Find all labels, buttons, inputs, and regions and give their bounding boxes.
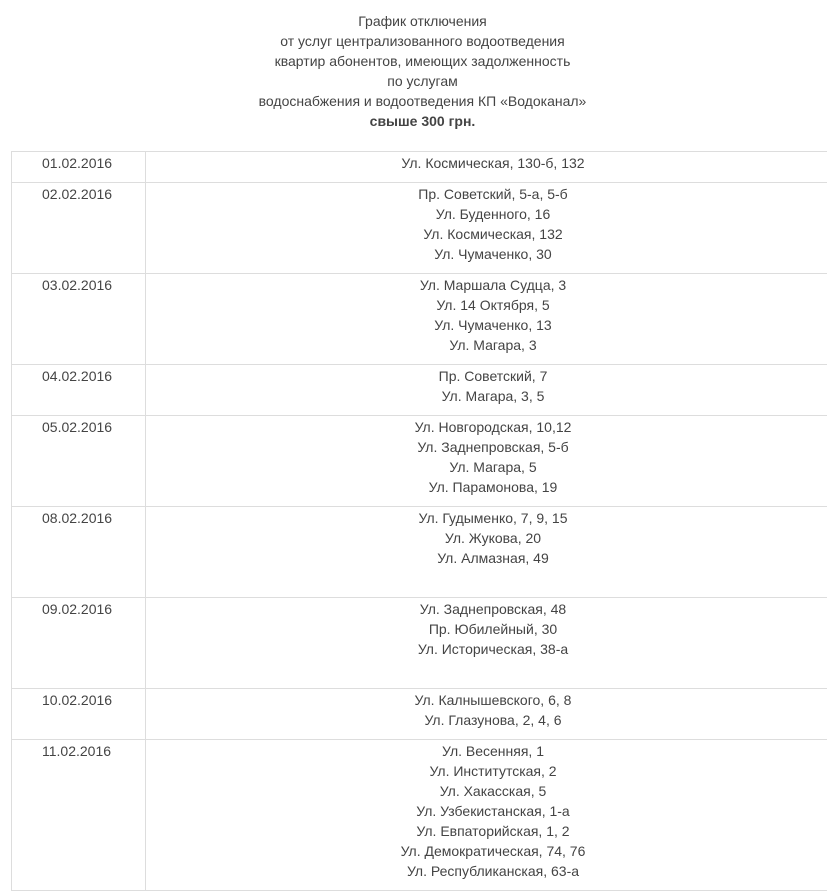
schedule-addresses: [146, 507, 827, 598]
schedule-addresses: [146, 689, 827, 740]
table-row: [12, 740, 827, 891]
schedule-addresses: [146, 598, 827, 689]
table-row: [12, 416, 827, 507]
table-row: [12, 507, 827, 598]
address-item: Ул. Маршала Судца, 3: [419, 277, 567, 293]
heading-line: водоснабжения и водоотведения КП «Водоканал»: [258, 93, 587, 109]
schedule-addresses: [146, 365, 827, 416]
address-item: Пр. Юбилейный, 30: [428, 621, 558, 637]
table-row: [12, 598, 827, 689]
schedule-date: 05.02.2016: [12, 416, 146, 507]
schedule-addresses: [146, 740, 827, 891]
schedule-addresses: [146, 152, 827, 183]
address-item: Ул. Калнышевского, 6, 8: [414, 692, 572, 708]
address-item: Пр. Советский, 7: [438, 368, 548, 384]
address-item: Ул. Институтская, 2: [429, 763, 557, 779]
address-item: Ул. Весенняя, 1: [441, 743, 544, 759]
address-item: Ул. Жукова, 20: [444, 530, 542, 546]
schedule-date: 08.02.2016: [12, 507, 146, 598]
schedule-date: 09.02.2016: [12, 598, 146, 689]
table-row: [12, 365, 827, 416]
schedule-date: 04.02.2016: [12, 365, 146, 416]
address-item: Ул. Историческая, 38-а: [417, 641, 569, 657]
address-item: Ул. Космическая, 130-б, 132: [401, 155, 585, 171]
address-item: Ул. Заднепровская, 48: [419, 601, 567, 617]
address-item: Ул. 14 Октября, 5: [436, 297, 550, 313]
address-item: Ул. Республиканская, 63-а: [406, 863, 580, 879]
address-item: Ул. Глазунова, 2, 4, 6: [424, 712, 562, 728]
table-row: [12, 183, 827, 274]
schedule-date: 10.02.2016: [12, 689, 146, 740]
address-item: Ул. Космическая, 132: [423, 226, 563, 242]
schedule-addresses: [146, 183, 827, 274]
address-item: Ул. Магара, 5: [449, 459, 537, 475]
address-item: Ул. Алмазная, 49: [437, 550, 549, 566]
table-row: [12, 689, 827, 740]
heading-line: от услуг централизованного водоотведения: [280, 33, 565, 49]
schedule-date: 03.02.2016: [12, 274, 146, 365]
heading-line: квартир абонентов, имеющих задолженность: [274, 53, 571, 69]
address-item: Пр. Советский, 5-а, 5-б: [418, 186, 568, 202]
table-row: [12, 274, 827, 365]
schedule-heading: [0, 11, 827, 131]
address-item: Ул. Парамонова, 19: [428, 479, 558, 495]
address-item: Ул. Магара, 3, 5: [441, 388, 545, 404]
address-item: Ул. Магара, 3: [449, 337, 537, 353]
address-item: Ул. Хакасская, 5: [439, 783, 547, 799]
heading-threshold: свыше 300 грн.: [369, 113, 476, 129]
address-item: Ул. Буденного, 16: [435, 206, 551, 222]
heading-line: по услугам: [387, 73, 458, 89]
address-item: Ул. Чумаченко, 13: [434, 317, 552, 333]
heading-line: График отключения: [358, 13, 487, 29]
schedule-addresses: [146, 416, 827, 507]
schedule-date: 01.02.2016: [12, 152, 146, 183]
schedule-body: [12, 152, 827, 891]
address-item: Ул. Демократическая, 74, 76: [400, 843, 586, 859]
schedule-date: 11.02.2016: [12, 740, 146, 891]
address-item: Ул. Новгородская, 10,12: [414, 419, 572, 435]
schedule-addresses: [146, 274, 827, 365]
schedule-date: 02.02.2016: [12, 183, 146, 274]
address-item: Ул. Чумаченко, 30: [434, 246, 552, 262]
disconnection-schedule-table: [11, 151, 827, 891]
address-item: Ул. Заднепровская, 5-б: [417, 439, 569, 455]
address-item: Ул. Узбекистанская, 1-а: [416, 803, 570, 819]
address-item: Ул. Гудыменко, 7, 9, 15: [418, 510, 568, 526]
address-item: Ул. Евпаторийская, 1, 2: [416, 823, 570, 839]
table-row: [12, 152, 827, 183]
